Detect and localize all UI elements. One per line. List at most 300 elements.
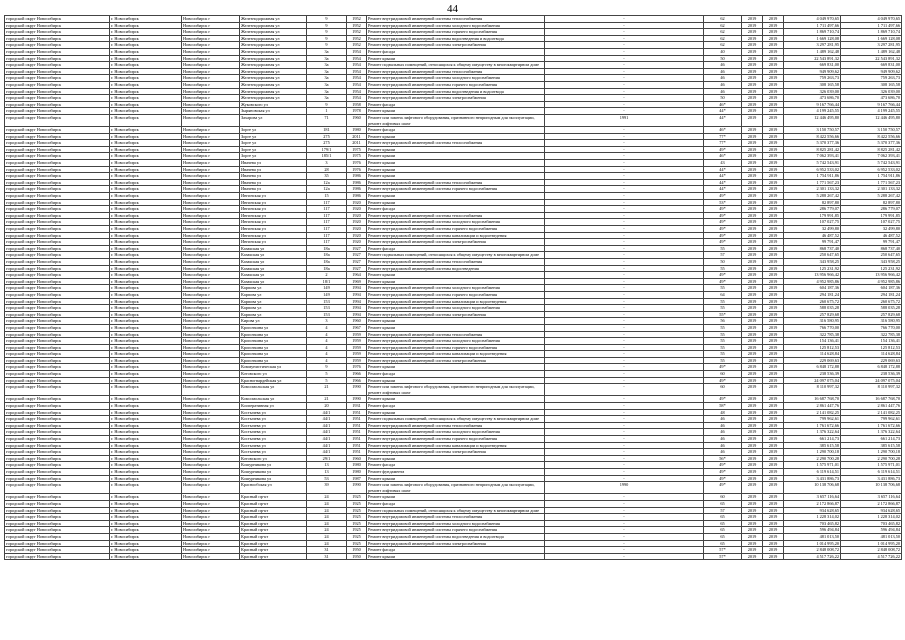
cell-street: Комсомольская ул xyxy=(240,384,307,396)
cell-wear: 77* xyxy=(704,133,742,140)
cell-wear: 57 xyxy=(704,252,742,259)
cell-municipality: городской округ Новосибирск xyxy=(5,311,110,318)
table-row xyxy=(5,291,902,298)
cell-house: 4 xyxy=(307,324,347,331)
cell-lift-year: - xyxy=(545,173,704,180)
cell-house: 24 xyxy=(307,533,347,540)
table-row xyxy=(5,88,902,95)
cell-street: Карпова ул xyxy=(240,291,307,298)
cell-lift-year: - xyxy=(545,95,704,102)
cell-house: 4 xyxy=(307,331,347,338)
cell-locality: г. Новосибирск xyxy=(110,42,182,49)
cell-cost: 604 187,36 xyxy=(784,285,841,292)
cell-wear: 62 xyxy=(704,16,742,23)
cell-locality: г. Новосибирск xyxy=(110,396,182,403)
cell-locality: г. Новосибирск xyxy=(110,291,182,298)
cell-locality: г. Новосибирск xyxy=(110,482,182,494)
cell-municipality: городской округ Новосибирск xyxy=(5,140,110,147)
cell-cost-total: 179 991,85 xyxy=(841,212,902,219)
cell-locality: г. Новосибирск xyxy=(110,449,182,456)
cell-locality: г. Новосибирск xyxy=(110,527,182,534)
table-row xyxy=(5,357,902,364)
cell-street: Красный пр-кт xyxy=(240,520,307,527)
cell-year-start: 2019 xyxy=(742,298,763,305)
cell-city: Новосибирск г xyxy=(182,462,240,469)
cell-cost-total: 82 897,80 xyxy=(841,199,902,206)
cell-year-start: 2019 xyxy=(742,42,763,49)
table-row xyxy=(5,265,902,272)
cell-street: Ивачева ул xyxy=(240,179,307,186)
table-row xyxy=(5,324,902,331)
cell-year-built: 1951 xyxy=(347,442,367,449)
cell-house: 3а xyxy=(307,75,347,82)
cell-work-type: Ремонт крыши xyxy=(367,364,545,371)
cell-cost-total: 322 785,38 xyxy=(841,331,902,338)
cell-locality: г. Новосибирск xyxy=(110,278,182,285)
cell-cost-total: 238 536,39 xyxy=(841,371,902,378)
cell-locality: г. Новосибирск xyxy=(110,88,182,95)
cell-municipality: городской округ Новосибирск xyxy=(5,527,110,534)
cell-wear: 44* xyxy=(704,179,742,186)
cell-cost-total: 604 187,36 xyxy=(841,285,902,292)
cell-house: 275 xyxy=(307,133,347,140)
cell-municipality: городской округ Новосибирск xyxy=(5,166,110,173)
cell-lift-year: - xyxy=(545,540,704,547)
cell-cost: 99 791,47 xyxy=(784,239,841,246)
cell-lift-year: - xyxy=(545,311,704,318)
cell-wear: 55 xyxy=(704,324,742,331)
cell-year-end: 2019 xyxy=(763,416,784,423)
table-row xyxy=(5,101,902,108)
table-row xyxy=(5,81,902,88)
cell-cost: 3 297 281,95 xyxy=(784,42,841,49)
cell-house: 3 xyxy=(307,318,347,325)
table-row xyxy=(5,351,902,358)
table-row xyxy=(5,245,902,252)
cell-year-start: 2019 xyxy=(742,140,763,147)
cell-year-built: 1952 xyxy=(347,29,367,36)
cell-year-end: 2019 xyxy=(763,212,784,219)
cell-year-end: 2019 xyxy=(763,298,784,305)
cell-street: Костычева ул xyxy=(240,436,307,443)
cell-municipality: городской округ Новосибирск xyxy=(5,219,110,226)
cell-cost: 4 952 985,86 xyxy=(784,278,841,285)
cell-work-type: Ремонт фасада xyxy=(367,127,545,134)
table-row xyxy=(5,462,902,469)
cell-city: Новосибирск г xyxy=(182,403,240,410)
cell-cost-total: 99 791,47 xyxy=(841,239,902,246)
cell-wear: 49* xyxy=(704,475,742,482)
cell-wear: 44* xyxy=(704,173,742,180)
cell-wear: 64 xyxy=(704,291,742,298)
cell-house: 4 xyxy=(307,338,347,345)
cell-city: Новосибирск г xyxy=(182,331,240,338)
cell-city: Новосибирск г xyxy=(182,364,240,371)
table-row xyxy=(5,133,902,140)
cell-municipality: городской округ Новосибирск xyxy=(5,146,110,153)
cell-city: Новосибирск г xyxy=(182,199,240,206)
cell-street: Казакская ул xyxy=(240,258,307,265)
cell-lift-year: - xyxy=(545,81,704,88)
cell-year-start: 2019 xyxy=(742,520,763,527)
cell-year-end: 2019 xyxy=(763,396,784,403)
table-row xyxy=(5,384,902,396)
cell-lift-year: - xyxy=(545,272,704,279)
cell-house: 18а xyxy=(307,245,347,252)
cell-locality: г. Новосибирск xyxy=(110,199,182,206)
cell-wear: 55 xyxy=(704,338,742,345)
cell-year-end: 2019 xyxy=(763,29,784,36)
cell-locality: г. Новосибирск xyxy=(110,305,182,312)
cell-locality: г. Новосибирск xyxy=(110,298,182,305)
cell-street: Костычева ул xyxy=(240,409,307,416)
cell-year-start: 2019 xyxy=(742,429,763,436)
cell-wear: 49* xyxy=(704,232,742,239)
cell-work-type: Ремонт или замена лифтового оборудования, признанного непригодным для эксплуатации, ремонт лифтовых шахт xyxy=(367,114,545,126)
cell-lift-year: - xyxy=(545,494,704,501)
cell-locality: г. Новосибирск xyxy=(110,16,182,23)
table-row xyxy=(5,547,902,554)
cell-lift-year: - xyxy=(545,186,704,193)
cell-work-type: Ремонт внутридомовой инженерной системы холодного водоснабжения xyxy=(367,520,545,527)
cell-year-built: 1950 xyxy=(347,547,367,554)
cell-city: Новосибирск г xyxy=(182,127,240,134)
cell-work-type: Ремонт фундамента xyxy=(367,468,545,475)
cell-year-start: 2019 xyxy=(742,75,763,82)
cell-cost: 6 952 533,02 xyxy=(784,166,841,173)
cell-city: Новосибирск г xyxy=(182,133,240,140)
cell-work-type: Ремонт крыши xyxy=(367,396,545,403)
cell-year-built: 1954 xyxy=(347,75,367,82)
cell-year-end: 2019 xyxy=(763,475,784,482)
cell-locality: г. Новосибирск xyxy=(110,403,182,410)
cell-cost-total: 16 687 768,70 xyxy=(841,396,902,403)
cell-house: 31 xyxy=(307,553,347,560)
cell-city: Новосибирск г xyxy=(182,396,240,403)
cell-cost-total: 766 770,00 xyxy=(841,324,902,331)
cell-year-built: 1960 xyxy=(347,114,367,126)
cell-year-built: 1959 xyxy=(347,338,367,345)
cell-cost: 125 231,92 xyxy=(784,265,841,272)
cell-lift-year: - xyxy=(545,68,704,75)
cell-lift-year: - xyxy=(545,455,704,462)
cell-street: Красный пр-кт xyxy=(240,500,307,507)
cell-year-built: 2011 xyxy=(347,140,367,147)
cell-year-start: 2019 xyxy=(742,318,763,325)
cell-cost: 6 848 172,88 xyxy=(784,364,841,371)
table-row xyxy=(5,186,902,193)
cell-locality: г. Новосибирск xyxy=(110,206,182,213)
cell-city: Новосибирск г xyxy=(182,258,240,265)
cell-lift-year: 1990 xyxy=(545,482,704,494)
cell-municipality: городской округ Новосибирск xyxy=(5,298,110,305)
cell-cost: 238 536,39 xyxy=(784,371,841,378)
cell-cost-total: 250 647,65 xyxy=(841,252,902,259)
cell-cost-total: 934 628,65 xyxy=(841,507,902,514)
cell-house: 39 xyxy=(307,482,347,494)
cell-locality: г. Новосибирск xyxy=(110,127,182,134)
cell-street: Ингинская ул xyxy=(240,239,307,246)
cell-work-type: Ремонт фасада xyxy=(367,206,545,213)
cell-lift-year: - xyxy=(545,514,704,521)
cell-municipality: городской округ Новосибирск xyxy=(5,331,110,338)
cell-cost: 588 035,28 xyxy=(784,305,841,312)
table-row xyxy=(5,318,902,325)
cell-municipality: городской округ Новосибирск xyxy=(5,95,110,102)
cell-house: 3 xyxy=(307,160,347,167)
cell-cost-total: 316 580,95 xyxy=(841,318,902,325)
cell-work-type: Ремонт внутридомовой инженерной системы горячего водоснабжения xyxy=(367,186,545,193)
cell-year-end: 2019 xyxy=(763,245,784,252)
cell-cost-total: 114 628,84 xyxy=(841,351,902,358)
cell-municipality: городской округ Новосибирск xyxy=(5,285,110,292)
cell-city: Новосибирск г xyxy=(182,416,240,423)
cell-municipality: городской округ Новосибирск xyxy=(5,245,110,252)
cell-year-end: 2019 xyxy=(763,455,784,462)
cell-city: Новосибирск г xyxy=(182,140,240,147)
cell-municipality: городской округ Новосибирск xyxy=(5,252,110,259)
cell-cost: 2 172 866,87 xyxy=(784,500,841,507)
table-row xyxy=(5,468,902,475)
cell-wear: 44* xyxy=(704,166,742,173)
cell-year-start: 2019 xyxy=(742,95,763,102)
cell-year-built: 1925 xyxy=(347,533,367,540)
cell-year-end: 2019 xyxy=(763,494,784,501)
cell-street: Ивачева ул xyxy=(240,186,307,193)
cell-work-type: Ремонт крыши xyxy=(367,455,545,462)
cell-cost-total: 22 543 891,32 xyxy=(841,55,902,62)
cell-house: 24 xyxy=(307,500,347,507)
cell-work-type: Ремонт внутридомовой инженерной системы холодного водоснабжения xyxy=(367,22,545,29)
cell-wear: 46* xyxy=(704,127,742,134)
cell-wear: 55 xyxy=(704,285,742,292)
cell-work-type: Ремонт фасада xyxy=(367,371,545,378)
cell-wear: 49* xyxy=(704,468,742,475)
cell-house: 3а xyxy=(307,95,347,102)
table-row xyxy=(5,455,902,462)
cell-lift-year: - xyxy=(545,409,704,416)
cell-street: Красный пр-кт xyxy=(240,540,307,547)
cell-cost-total: 596 494,84 xyxy=(841,527,902,534)
cell-locality: г. Новосибирск xyxy=(110,35,182,42)
table-row xyxy=(5,153,902,160)
cell-year-start: 2019 xyxy=(742,166,763,173)
cell-cost: 6 119 614,51 xyxy=(784,468,841,475)
cell-year-end: 2019 xyxy=(763,114,784,126)
cell-work-type: Ремонт внутридомовой инженерной системы электроснабжения xyxy=(367,42,545,49)
cell-lift-year: - xyxy=(545,101,704,108)
cell-year-end: 2019 xyxy=(763,364,784,371)
cell-lift-year: - xyxy=(545,278,704,285)
cell-work-type: Ремонт внутридомовой инженерной системы электроснабжения xyxy=(367,357,545,364)
cell-year-built: 1952 xyxy=(347,42,367,49)
cell-city: Новосибирск г xyxy=(182,527,240,534)
cell-wear: 46* xyxy=(704,153,742,160)
cell-locality: г. Новосибирск xyxy=(110,331,182,338)
cell-lift-year: - xyxy=(545,239,704,246)
cell-locality: г. Новосибирск xyxy=(110,377,182,384)
cell-lift-year: - xyxy=(545,364,704,371)
cell-year-built: 1951 xyxy=(347,436,367,443)
cell-wear: 49* xyxy=(704,226,742,233)
cell-house: 275 xyxy=(307,140,347,147)
cell-lift-year: - xyxy=(545,252,704,259)
cell-cost: 22 543 891,32 xyxy=(784,55,841,62)
cell-city: Новосибирск г xyxy=(182,344,240,351)
cell-cost-total: 260 675,72 xyxy=(841,298,902,305)
cell-year-start: 2019 xyxy=(742,153,763,160)
cell-work-type: Ремонт подвальных помещений, относящихся к общему имуществу в многоквартирном доме xyxy=(367,62,545,69)
cell-city: Новосибирск г xyxy=(182,351,240,358)
cell-cost: 766 770,00 xyxy=(784,324,841,331)
cell-year-built: 1925 xyxy=(347,520,367,527)
cell-locality: г. Новосибирск xyxy=(110,179,182,186)
cell-cost-total: 3 150 750,57 xyxy=(841,127,902,134)
cell-house: 5 xyxy=(307,371,347,378)
cell-cost: 1 228 314,02 xyxy=(784,514,841,521)
cell-wear: 49* xyxy=(704,193,742,200)
cell-year-built: 1952 xyxy=(347,16,367,23)
cell-lift-year: - xyxy=(545,371,704,378)
cell-house: 3а xyxy=(307,81,347,88)
cell-year-start: 2019 xyxy=(742,160,763,167)
cell-work-type: Ремонт внутридомовой инженерной системы электроснабжения xyxy=(367,95,545,102)
table-row xyxy=(5,16,902,23)
cell-lift-year: - xyxy=(545,219,704,226)
cell-locality: г. Новосибирск xyxy=(110,140,182,147)
cell-street: Карпова ул xyxy=(240,311,307,318)
cell-lift-year: - xyxy=(545,29,704,36)
cell-municipality: городской округ Новосибирск xyxy=(5,186,110,193)
cell-city: Новосибирск г xyxy=(182,245,240,252)
cell-municipality: городской округ Новосибирск xyxy=(5,206,110,213)
cell-year-start: 2019 xyxy=(742,226,763,233)
cell-locality: г. Новосибирск xyxy=(110,429,182,436)
cell-locality: г. Новосибирск xyxy=(110,357,182,364)
cell-municipality: городской округ Новосибирск xyxy=(5,81,110,88)
cell-street: Кропоткина ул xyxy=(240,351,307,358)
cell-municipality: городской округ Новосибирск xyxy=(5,462,110,469)
cell-street: Кропоткина ул xyxy=(240,344,307,351)
table-row xyxy=(5,108,902,115)
cell-municipality: городской округ Новосибирск xyxy=(5,403,110,410)
cell-lift-year: - xyxy=(545,258,704,265)
cell-wear: 46 xyxy=(704,88,742,95)
cell-city: Новосибирск г xyxy=(182,324,240,331)
cell-street: Железнодорожная ул xyxy=(240,22,307,29)
table-row xyxy=(5,540,902,547)
cell-city: Новосибирск г xyxy=(182,494,240,501)
cell-house: 9 xyxy=(307,364,347,371)
cell-year-built: 1959 xyxy=(347,331,367,338)
cell-cost-total: 3 657 116,64 xyxy=(841,494,902,501)
cell-locality: г. Новосибирск xyxy=(110,219,182,226)
cell-street: Казакская ул xyxy=(240,278,307,285)
cell-lift-year: - xyxy=(545,55,704,62)
cell-year-start: 2019 xyxy=(742,291,763,298)
cell-year-start: 2019 xyxy=(742,219,763,226)
cell-year-end: 2019 xyxy=(763,403,784,410)
cell-year-end: 2019 xyxy=(763,173,784,180)
cell-wear: 62 xyxy=(704,35,742,42)
cell-locality: г. Новосибирск xyxy=(110,95,182,102)
cell-wear: 62 xyxy=(704,42,742,49)
cell-locality: г. Новосибирск xyxy=(110,166,182,173)
cell-cost: 257 829,68 xyxy=(784,311,841,318)
cell-year-end: 2019 xyxy=(763,48,784,55)
cell-year-built: 1986 xyxy=(347,186,367,193)
cell-cost: 1 711 497,66 xyxy=(784,22,841,29)
cell-cost-total: 1 376 322,64 xyxy=(841,429,902,436)
cell-work-type: Ремонт внутридомовой инженерной системы холодного водоснабжения xyxy=(367,305,545,312)
cell-municipality: городской округ Новосибирск xyxy=(5,357,110,364)
cell-house: 117 xyxy=(307,226,347,233)
cell-year-end: 2019 xyxy=(763,140,784,147)
cell-year-built: 1990 xyxy=(347,396,367,403)
cell-municipality: городской округ Новосибирск xyxy=(5,48,110,55)
cell-year-built: 1986 xyxy=(347,193,367,200)
cell-municipality: городской округ Новосибирск xyxy=(5,520,110,527)
cell-work-type: Ремонт крыши xyxy=(367,494,545,501)
cell-city: Новосибирск г xyxy=(182,311,240,318)
cell-cost: 343 958,25 xyxy=(784,258,841,265)
cell-city: Новосибирск г xyxy=(182,377,240,384)
cell-year-built: 1966 xyxy=(347,371,367,378)
cell-year-built: 1975 xyxy=(347,153,367,160)
cell-lift-year: - xyxy=(545,245,704,252)
cell-cost: 759 263,73 xyxy=(784,75,841,82)
cell-lift-year: - xyxy=(545,42,704,49)
cell-municipality: городской округ Новосибирск xyxy=(5,305,110,312)
cell-locality: г. Новосибирск xyxy=(110,364,182,371)
cell-work-type: Ремонт внутридомовой инженерной системы теплоснабжения xyxy=(367,422,545,429)
cell-city: Новосибирск г xyxy=(182,338,240,345)
cell-work-type: Ремонт крыши xyxy=(367,173,545,180)
cell-municipality: городской округ Новосибирск xyxy=(5,324,110,331)
cell-cost: 2 848 008,72 xyxy=(784,547,841,554)
cell-lift-year: - xyxy=(545,108,704,115)
cell-locality: г. Новосибирск xyxy=(110,318,182,325)
table-row xyxy=(5,298,902,305)
table-row xyxy=(5,114,902,126)
cell-municipality: городской округ Новосибирск xyxy=(5,468,110,475)
cell-city: Новосибирск г xyxy=(182,160,240,167)
cell-year-end: 2019 xyxy=(763,239,784,246)
cell-year-end: 2019 xyxy=(763,553,784,560)
cell-house: 12а xyxy=(307,179,347,186)
cell-year-start: 2019 xyxy=(742,540,763,547)
cell-municipality: городской округ Новосибирск xyxy=(5,179,110,186)
cell-city: Новосибирск г xyxy=(182,298,240,305)
cell-wear: 49* xyxy=(704,272,742,279)
cell-municipality: городской округ Новосибирск xyxy=(5,212,110,219)
cell-year-start: 2019 xyxy=(742,206,763,213)
cell-year-end: 2019 xyxy=(763,547,784,554)
cell-year-end: 2019 xyxy=(763,540,784,547)
cell-work-type: Ремонт внутридомовой инженерной системы теплоснабжения xyxy=(367,331,545,338)
cell-year-end: 2019 xyxy=(763,232,784,239)
cell-locality: г. Новосибирск xyxy=(110,547,182,554)
cell-year-start: 2019 xyxy=(742,527,763,534)
cell-wear: 55 xyxy=(704,331,742,338)
cell-street: Железнодорожная ул xyxy=(240,35,307,42)
table-row xyxy=(5,239,902,246)
cell-year-end: 2019 xyxy=(763,462,784,469)
cell-year-start: 2019 xyxy=(742,127,763,134)
cell-year-built: 1925 xyxy=(347,514,367,521)
cell-year-built: 1959 xyxy=(347,351,367,358)
cell-cost-total: 1 754 911,86 xyxy=(841,173,902,180)
